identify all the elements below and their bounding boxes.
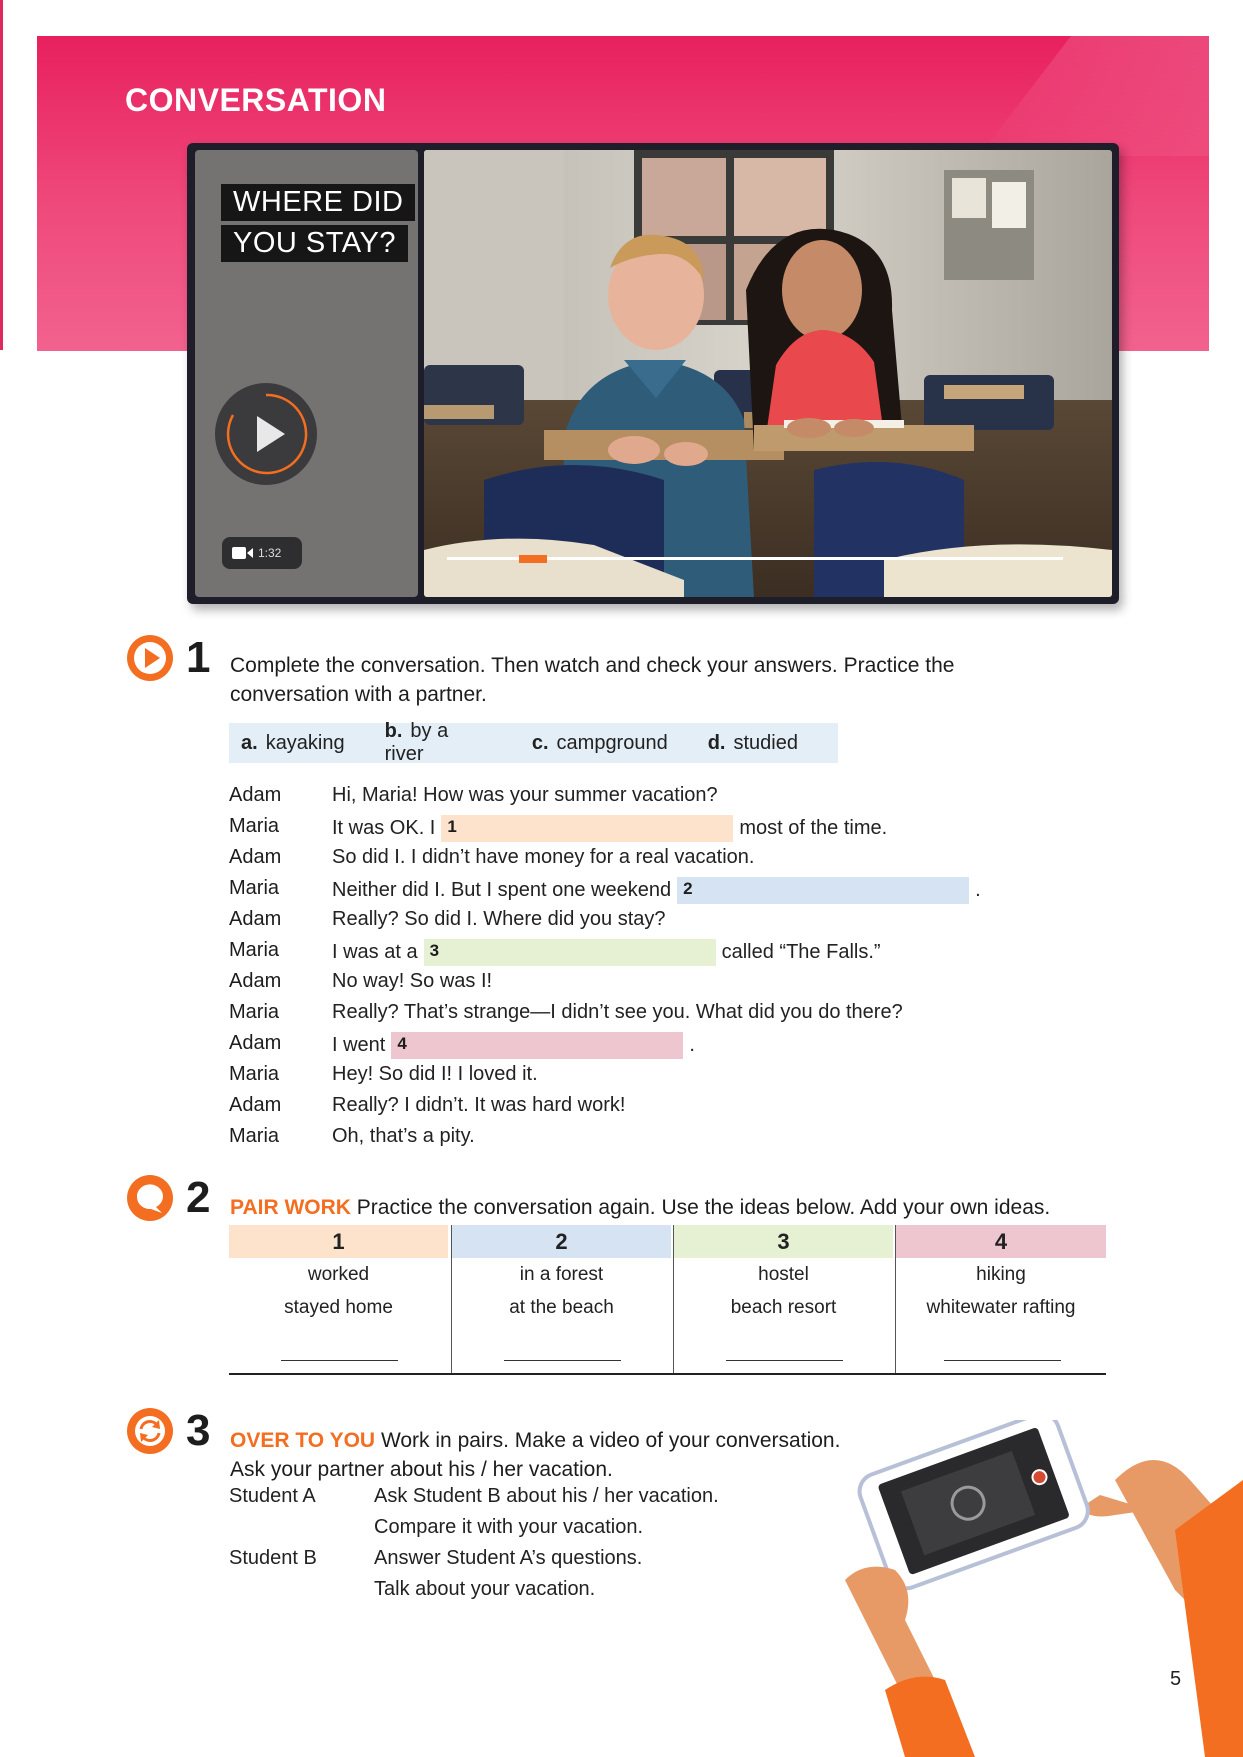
ideas-column-header: 3 (674, 1225, 893, 1258)
ideas-column-1 (229, 1225, 448, 1374)
dialog-text: Hi, Maria! How was your summer vacation? (332, 784, 718, 806)
own-idea-blank[interactable] (504, 1360, 621, 1361)
ideas-cell: hiking (976, 1264, 1026, 1285)
blank-number: 4 (397, 1034, 407, 1053)
own-idea-blank[interactable] (281, 1360, 398, 1361)
own-idea-blank[interactable] (726, 1360, 843, 1361)
play-button[interactable] (215, 383, 317, 485)
blank-1-input[interactable] (441, 815, 733, 842)
ideas-column-3 (674, 1225, 893, 1374)
dialog-text: I was at a (332, 941, 418, 963)
blank-number: 3 (429, 941, 440, 960)
ideas-column-4 (896, 1225, 1106, 1374)
dialog-text: I went (332, 1034, 386, 1056)
dialog-speaker: Maria (229, 1125, 280, 1147)
answer-option-a: a. kayaking (241, 731, 345, 754)
dialog-speaker: Adam (229, 846, 282, 868)
dialog-speaker: Adam (229, 1032, 282, 1054)
dialog-text: most of the time. (739, 817, 888, 839)
dialog-speaker: Maria (229, 939, 280, 961)
dialog-text: . (975, 879, 981, 901)
video-camera-icon (232, 546, 254, 560)
dialog-text: No way! So was I! (332, 970, 493, 992)
dialog-speaker: Maria (229, 877, 280, 899)
dialog-text: Oh, that’s a pity. (332, 1125, 475, 1147)
role-instruction: Answer Student A’s questions. (374, 1547, 643, 1569)
dialog-text: Really? So did I. Where did you stay? (332, 908, 666, 930)
video-sidebar (195, 150, 418, 597)
phone-recording-illustration (845, 1420, 1243, 1757)
dialog-text: called “The Falls.” (721, 941, 881, 963)
ideas-table (229, 1225, 1106, 1374)
role-name: Student A (229, 1485, 316, 1507)
ideas-cell: at the beach (509, 1297, 614, 1318)
dialog-text: Really? I didn’t. It was hard work! (332, 1094, 626, 1116)
role-name: Student B (229, 1547, 317, 1569)
video-duration: 1:32 (258, 546, 282, 560)
video-progress-handle[interactable] (519, 555, 547, 563)
dialog-text: Hey! So did I! I loved it. (332, 1063, 538, 1085)
dialog-speaker: Adam (229, 970, 282, 992)
video-title-plate (221, 184, 415, 266)
video-duration-badge (222, 537, 302, 569)
video-player[interactable] (187, 143, 1119, 604)
task-1-instruction (230, 651, 955, 709)
ideas-column-2 (452, 1225, 671, 1374)
ideas-column-header: 1 (229, 1225, 448, 1258)
blank-number: 1 (447, 817, 457, 836)
dialog-text: Really? That’s strange—I didn’t see you. What did you do there? (332, 1001, 903, 1023)
video-scene-image (424, 150, 1112, 597)
dialog-speaker: Maria (229, 1063, 280, 1085)
task-2-instruction (230, 1193, 1050, 1222)
blank-2-input[interactable] (677, 877, 969, 904)
video-title-line-1: WHERE DID (221, 184, 415, 221)
role-instruction: Ask Student B about his / her vacation. (374, 1485, 719, 1507)
task-1-instruction-line-1: Complete the conversation. Then watch and check your answers. Practice the (230, 654, 955, 677)
dialog-speaker: Maria (229, 1001, 280, 1023)
answer-option-b: b. by a river (384, 720, 449, 765)
header-facet (979, 36, 1209, 156)
ideas-cell: beach resort (730, 1297, 837, 1318)
dialog-text: Neither did I. But I spent one weekend (332, 879, 672, 901)
dialog-speaker: Adam (229, 784, 282, 806)
dialog-speaker: Adam (229, 1094, 282, 1116)
left-edge-stripe (0, 0, 3, 350)
answer-option-c: c. campground (531, 731, 668, 754)
answer-options-box (229, 720, 838, 765)
dialog-text: It was OK. I (332, 817, 436, 839)
ideas-cell: hostel (758, 1264, 809, 1285)
answer-option-d: d. studied (707, 731, 798, 754)
ideas-column-header: 4 (896, 1225, 1106, 1258)
task-3-instruction-line-1: Work in pairs. Make a video of your conversation. (380, 1429, 841, 1452)
ideas-cell: stayed home (284, 1297, 393, 1318)
task-3-instruction-line-2: Ask your partner about his / her vacation. (230, 1458, 613, 1481)
dialog-text: . (689, 1034, 695, 1056)
play-icon (215, 383, 317, 485)
ideas-cell: worked (307, 1264, 370, 1285)
ideas-cell: in a forest (519, 1264, 604, 1285)
over-to-you-keyword: OVER TO YOU (230, 1429, 376, 1452)
dialog-speaker: Adam (229, 908, 282, 930)
page-number: 5 (1170, 1668, 1182, 1690)
video-title-line-2: YOU STAY? (221, 225, 408, 262)
blank-4-input[interactable] (391, 1032, 683, 1059)
role-instruction: Compare it with your vacation. (374, 1516, 644, 1538)
task-3-number: 3 (186, 1406, 211, 1455)
blank-number: 2 (683, 879, 693, 898)
ideas-column-header: 2 (452, 1225, 671, 1258)
speech-bubble-icon (124, 1172, 176, 1224)
dialog-text: So did I. I didn’t have money for a real vacation. (332, 846, 755, 868)
task-3-instruction (230, 1426, 840, 1484)
task-1-instruction-line-2: conversation with a partner. (230, 683, 487, 706)
task-2-instruction-text: Practice the conversation again. Use the ideas below. Add your own ideas. (356, 1196, 1051, 1219)
video-task-icon (124, 632, 176, 684)
role-instruction: Talk about your vacation. (374, 1578, 596, 1600)
task-1-number: 1 (186, 633, 211, 682)
own-idea-blank[interactable] (944, 1360, 1061, 1361)
dialog-speaker: Maria (229, 815, 280, 837)
task-2-number: 2 (186, 1173, 211, 1222)
blank-3-input[interactable] (424, 939, 716, 966)
pair-work-keyword: PAIR WORK (230, 1196, 351, 1219)
table-bottom-rule (229, 1373, 1106, 1375)
ideas-cell: whitewater rafting (926, 1297, 1076, 1318)
refresh-cycle-icon (124, 1405, 176, 1457)
section-title: CONVERSATION (125, 82, 387, 118)
